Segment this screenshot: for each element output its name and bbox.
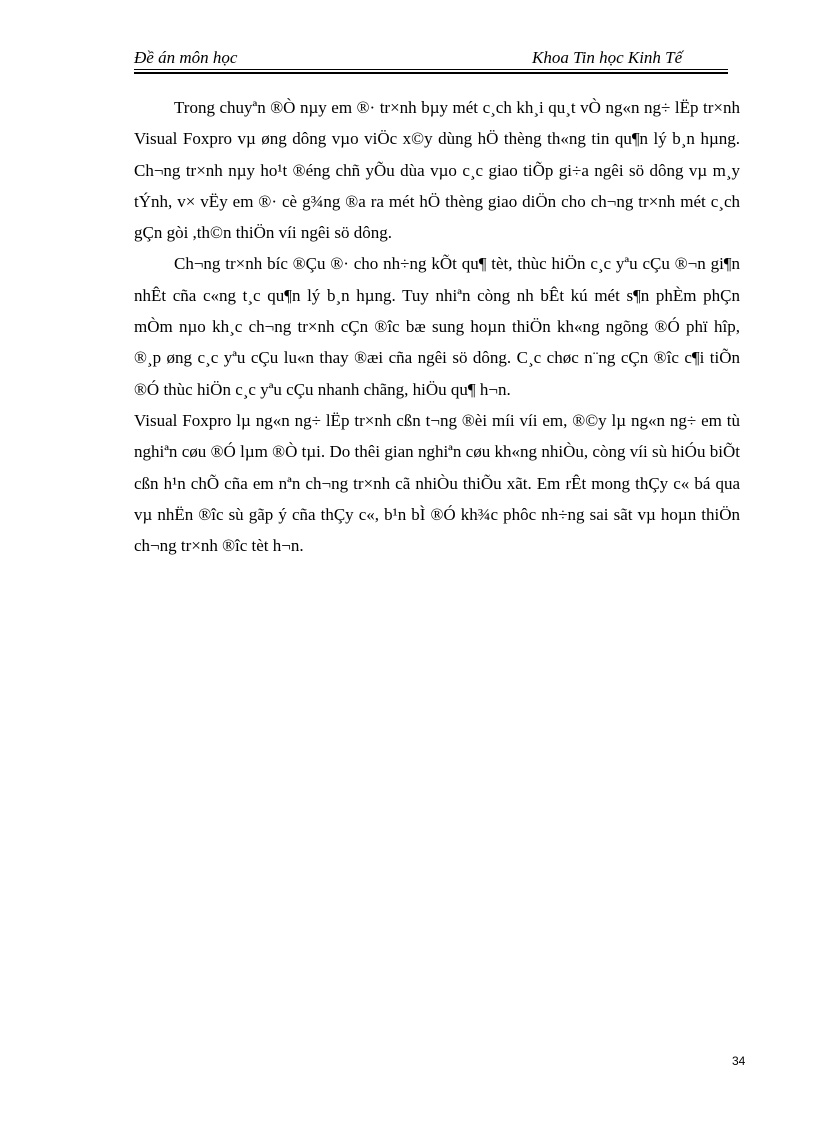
header-rule-thick [134, 72, 728, 74]
body-text [134, 92, 740, 561]
paragraph-1: Trong chuyªn ®Ò nµy em ®· tr×nh bµy mét c¸ch kh¸i qu¸t vÒ ng«n ng÷ lËp tr×nh Visual Foxpro vµ øng dông vµo viÖc x©y dùng hÖ thèng th«ng tin qu¶n lý b¸n hµng. Ch¬ng tr×nh nµy ho¹t ®éng chñ yÕu dùa vµo c¸c giao tiÕp gi÷a ngêi sö dông vµ m¸y tÝnh, v× vËy em ®· cè g¾ng ®a ra mét hÖ thèng giao diÖn cho ch¬ng tr×nh mét c¸ch gÇn gòi ,th©n thiÖn víi ngêi sö dông. [134, 98, 740, 243]
header-course-title: Đề án môn học [134, 48, 238, 67]
page-header [134, 48, 728, 72]
paragraph-3: Visual Foxpro lµ ng«n ng÷ lËp tr×nh cßn t¬ng ®èi míi víi em, ®©y lµ ng«n ng÷ em tù nghiªn cøu ®Ó lµm ®Ò tµi. Do thêi gian nghiªn cøu kh«ng nhiÒu, còng víi sù hiÓu biÕt cßn h¹n chÕ cña em nªn ch¬ng tr×nh cã nhiÒu thiÕu xãt. Em rÊt mong thÇy c« bá qua vµ nhËn ®îc sù gãp ý cña thÇy c«, b¹n bÌ ®Ó kh¾c phôc nh÷ng sai sãt vµ hoµn thiÖn ch¬ng tr×nh ®îc tèt h¬n. [134, 410, 740, 556]
paragraph-2: Ch¬ng tr×nh bíc ®Çu ®· cho nh÷ng kÕt qu¶ tèt, thùc hiÖn c¸c yªu cÇu ®¬n gi¶n nhÊt cña c«ng t¸c qu¶n lý b¸n hµng. Tuy nhiªn còng nh bÊt kú mét s¶n phÈm phÇn mÒm nµo kh¸c ch¬ng tr×nh cÇn ®îc bæ sung hoµn thiÖn kh«ng ngõng ®Ó phï hîp, ®¸p øng c¸c yªu cÇu lu«n thay ®æi cña ngêi sö dông. C¸c chøc n¨ng cÇn ®îc c¶i tiÕn ®Ó thùc hiÖn c¸c yªu cÇu nhanh chãng, hiÖu qu¶ h¬n. [134, 254, 740, 399]
page-number: 34 [732, 1054, 746, 1068]
header-faculty: Khoa Tin học Kinh Tế [532, 48, 683, 67]
header-rule-thin [134, 69, 728, 70]
